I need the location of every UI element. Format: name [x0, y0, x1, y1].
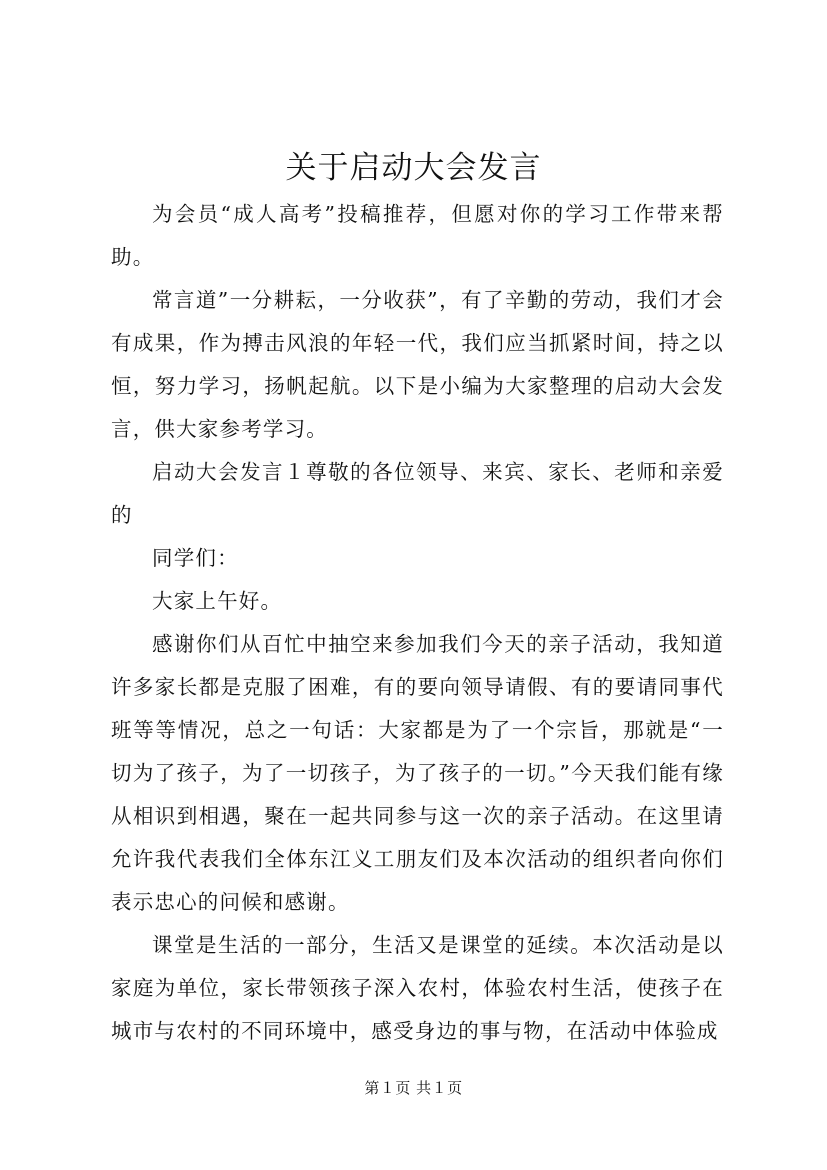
page-footer: 第１页 共１页 — [364, 1079, 463, 1097]
paragraph: 启动大会发言１尊敬的各位领导、来宾、家长、老师和亲爱的 — [111, 460, 724, 527]
paragraph: 常言道”一分耕耘，一分收获”，有了辛勤的劳动，我们才会有成果，作为搏击风浪的年轻一代，我们应当抓紧时间，持之以恒，努力学习，扬帆起航。以下是小编为大家整理的启动大会发言，供大家参考学习。 — [111, 288, 724, 441]
paragraph: 为会员“成人高考”投稿推荐，但愿对你的学习工作带来帮助。 — [111, 202, 724, 269]
paragraph: 同学们： — [152, 546, 239, 570]
paragraph: 课堂是生活的一部分，生活又是课堂的延续。本次活动是以家庭为单位，家长带领孩子深入农村，体验农村生活，使孩子在城市与农村的不同环境中，感受身边的事与物，在活动中体验成 — [111, 933, 724, 1043]
document-body — [111, 193, 724, 1053]
document-title: 关于启动大会发言 — [285, 150, 542, 186]
paragraph: 感谢你们从百忙中抽空来参加我们今天的亲子活动，我知道许多家长都是克服了困难，有的要向领导请假、有的要请同事代班等等情况，总之一句话：大家都是为了一个宗旨，那就是“一切为了孩子，为了一切孩子，为了孩子的一切。”今天我们能有缘从相识到相遇，聚在一起共同参与这一次的亲子活动。在这里请允许我代表我们全体东江义工朋友们及本次活动的组织者向你们表示忠心的问候和感谢。 — [111, 632, 724, 914]
paragraph: 大家上午好。 — [152, 589, 283, 613]
